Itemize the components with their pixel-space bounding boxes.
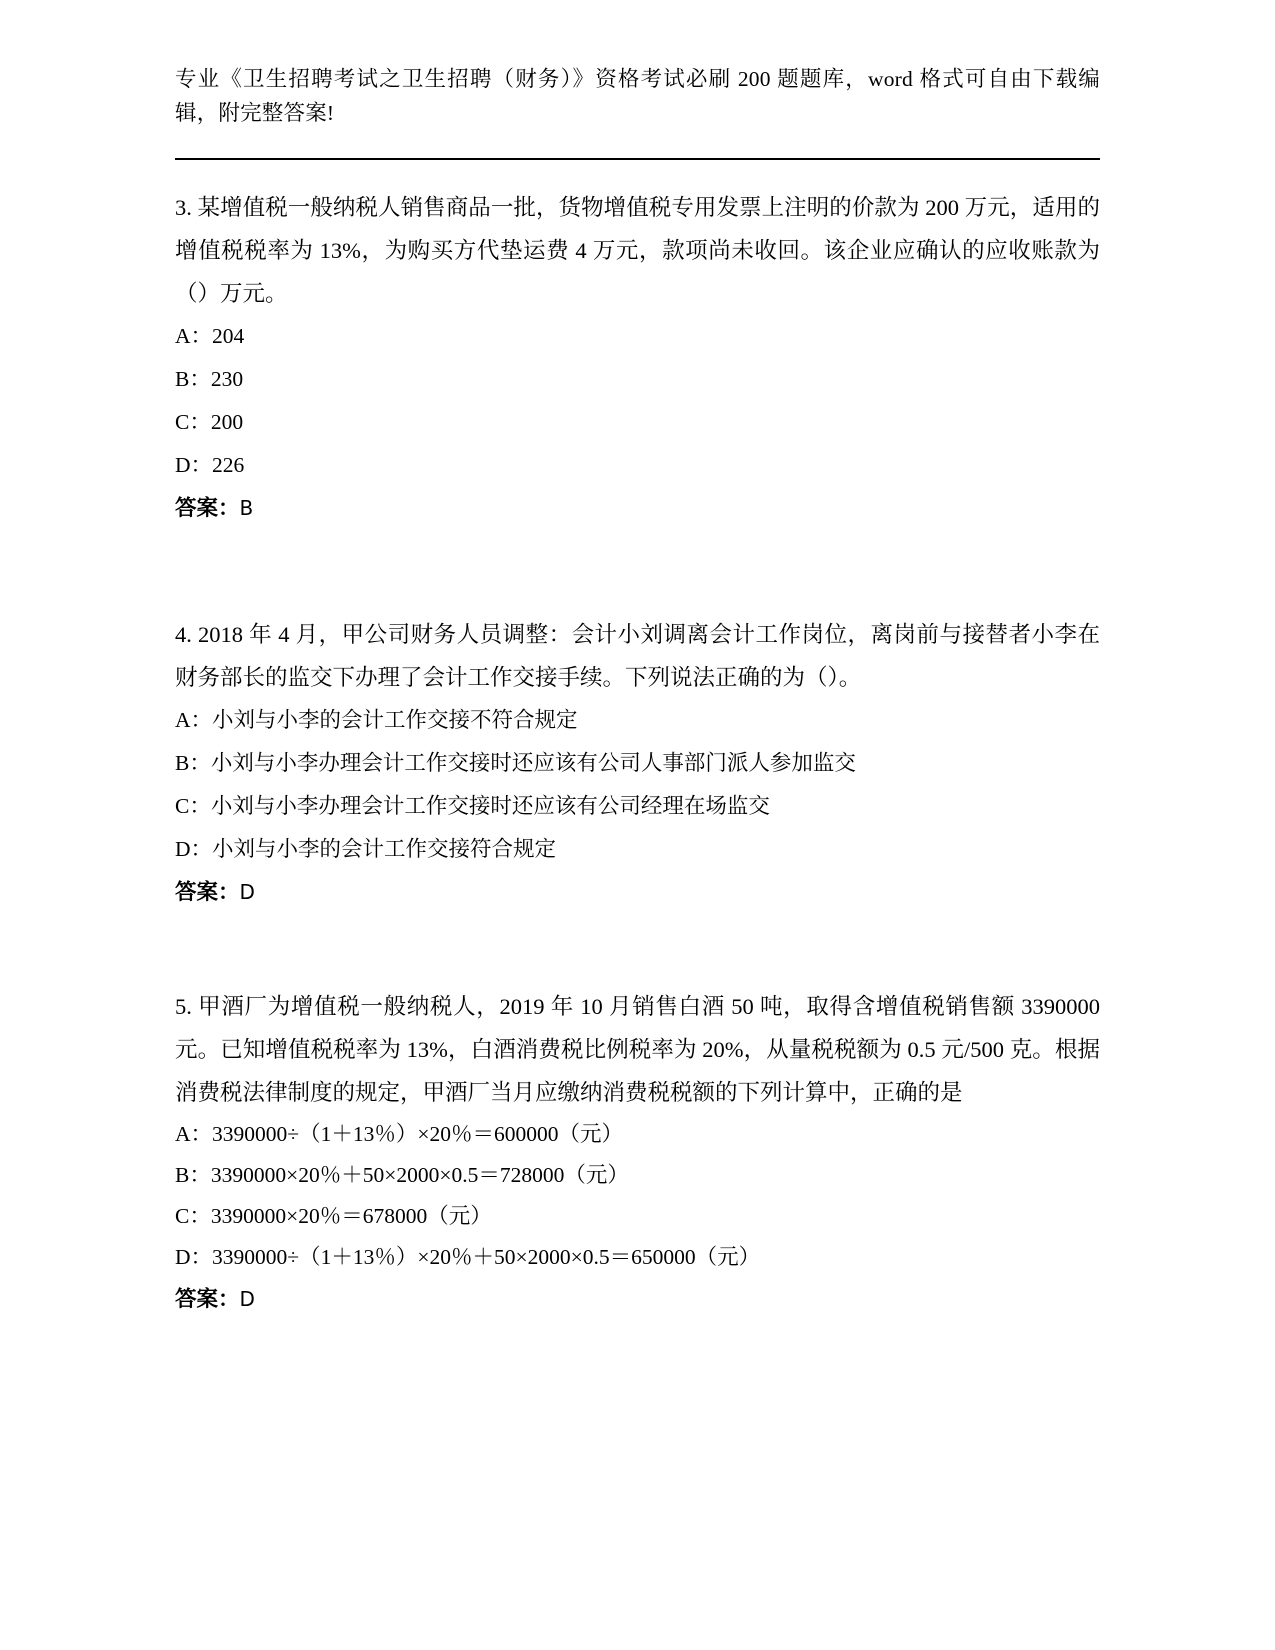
option-a[interactable]: A：3390000÷（1＋13％）×20％＝600000（元） <box>175 1122 623 1146</box>
question-4 <box>175 613 1100 913</box>
option-c[interactable]: C：小刘与小李办理会计工作交接时还应该有公司经理在场监交 <box>175 794 770 818</box>
option-b[interactable]: B：230 <box>175 367 244 391</box>
answer-row <box>175 1278 1100 1320</box>
answer-label: 答案： <box>175 496 240 520</box>
option-a[interactable]: A：204 <box>175 324 245 348</box>
answer-row <box>175 487 1100 529</box>
option-c[interactable]: C：200 <box>175 410 244 434</box>
spacer <box>175 529 1100 587</box>
answer-row <box>175 871 1100 913</box>
question-3 <box>175 186 1100 529</box>
option-c[interactable]: C：3390000×20％＝678000（元） <box>175 1204 492 1228</box>
option-d[interactable]: D：小刘与小李的会计工作交接符合规定 <box>175 837 557 861</box>
question-5 <box>175 985 1100 1320</box>
answer-value: D <box>239 880 255 904</box>
spacer <box>175 913 1100 959</box>
answer-label: 答案： <box>175 880 240 904</box>
header-divider <box>175 158 1100 160</box>
answer-value: D <box>239 1287 255 1311</box>
question-stem: 4. 2018 年 4 月，甲公司财务人员调整：会计小刘调离会计工作岗位，离岗前与接替者小李在财务部长的监交下办理了会计工作交接手续。下列说法正确的为（）。 <box>175 622 1100 690</box>
option-d[interactable]: D：3390000÷（1＋13％）×20％＋50×2000×0.5＝650000（元） <box>175 1245 761 1269</box>
option-b[interactable]: B：小刘与小李办理会计工作交接时还应该有公司人事部门派人参加监交 <box>175 751 856 775</box>
answer-label: 答案： <box>175 1287 240 1311</box>
option-b[interactable]: B：3390000×20％＋50×2000×0.5＝728000（元） <box>175 1163 629 1187</box>
question-stem: 3. 某增值税一般纳税人销售商品一批，货物增值税专用发票上注明的价款为 200 万元，适用的增值税税率为 13%，为购买方代垫运费 4 万元，款项尚未收回。该企业应确认的应收账款为（）万元。 <box>175 195 1100 306</box>
answer-value: B <box>239 496 254 520</box>
question-stem: 5. 甲酒厂为增值税一般纳税人，2019 年 10 月销售白酒 50 吨，取得含增值税销售额 3390000 元。已知增值税税率为 13%，白酒消费税比例税率为 20%，从量税税额为 0.5 元/500 克。根据消费税法律制度的规定，甲酒厂当月应缴纳消费税税额的下列计算中，正确的是 <box>175 994 1100 1105</box>
option-d[interactable]: D：226 <box>175 453 245 477</box>
option-a[interactable]: A：小刘与小李的会计工作交接不符合规定 <box>175 708 578 732</box>
document-header: 专业《卫生招聘考试之卫生招聘（财务）》资格考试必刷 200 题题库，word 格式可自由下载编辑，附完整答案! <box>175 67 1100 125</box>
